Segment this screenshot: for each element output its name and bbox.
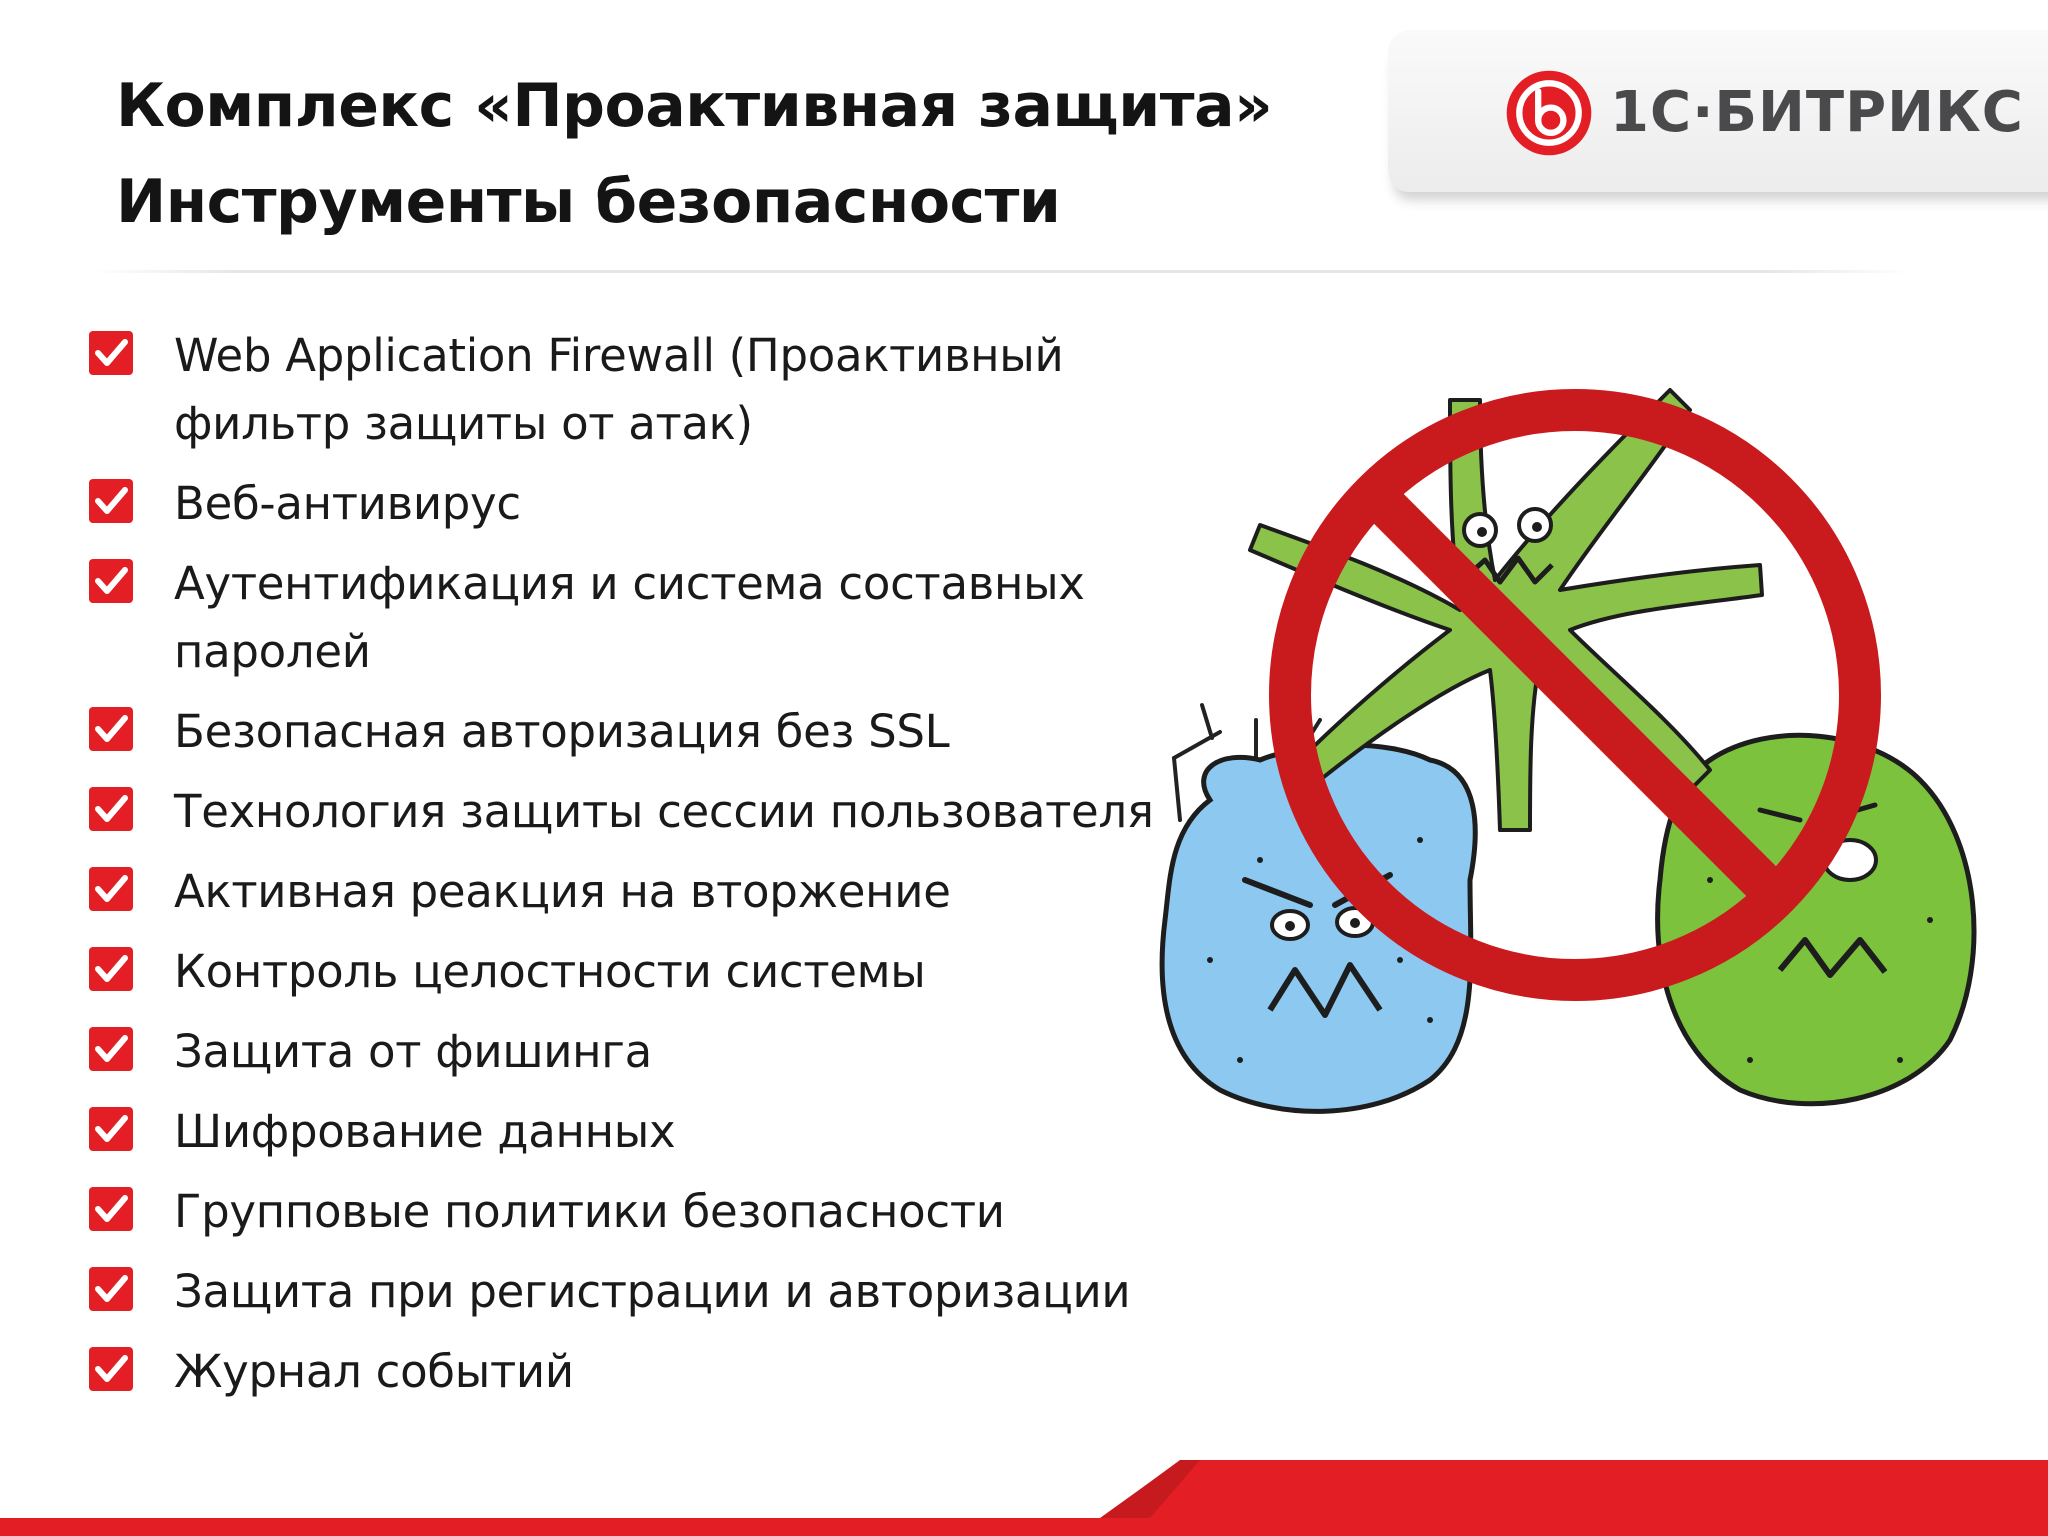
feature-label: Безопасная авторизация без SSL (174, 705, 950, 758)
checkbox-checked-icon (88, 1106, 134, 1152)
feature-label: Защита от фишинга (174, 1025, 652, 1078)
checkbox-checked-icon (88, 706, 134, 752)
checkbox-checked-icon (88, 330, 134, 376)
checkbox-checked-icon (88, 1266, 134, 1312)
bitrix-logo-icon (1504, 68, 1594, 158)
checkbox-checked-icon (88, 786, 134, 832)
feature-label: Групповые политики безопасности (174, 1185, 1005, 1238)
feature-item (88, 858, 1208, 926)
feature-item (88, 1178, 1208, 1246)
footer-band (0, 1460, 2048, 1536)
feature-label: Аутентификация и система составных паролей (174, 557, 1085, 678)
feature-item (88, 698, 1208, 766)
title-line-1: Комплекс «Проактивная защита» (116, 71, 1273, 141)
feature-list (88, 322, 1208, 1418)
feature-item (88, 1018, 1208, 1086)
checkbox-checked-icon (88, 866, 134, 912)
feature-item (88, 1098, 1208, 1166)
feature-item (88, 1338, 1208, 1406)
feature-label: Веб-антивирус (174, 477, 521, 530)
feature-item (88, 550, 1208, 686)
logo-panel (1388, 30, 2048, 192)
green-virus-icon (1658, 735, 1974, 1103)
feature-item (88, 778, 1208, 846)
feature-label: Шифрование данных (174, 1105, 676, 1158)
feature-label: Журнал событий (174, 1345, 574, 1398)
feature-item (88, 470, 1208, 538)
checkbox-checked-icon (88, 478, 134, 524)
checkbox-checked-icon (88, 1026, 134, 1072)
feature-item (88, 322, 1208, 458)
checkbox-checked-icon (88, 558, 134, 604)
feature-item (88, 1258, 1208, 1326)
feature-label: Контроль целостности системы (174, 945, 926, 998)
title-line-2: Инструменты безопасности (116, 167, 1061, 237)
feature-label: Защита при регистрации и авторизации (174, 1265, 1131, 1318)
no-viruses-illustration (1150, 360, 2000, 1120)
feature-label: Web Application Firewall (Проактивный фильтр защиты от атак) (174, 329, 1064, 450)
header-divider (92, 270, 1912, 273)
feature-label: Технология защиты сессии пользователя (174, 785, 1154, 838)
slide-title (116, 58, 1366, 250)
feature-item (88, 938, 1208, 1006)
checkbox-checked-icon (88, 1186, 134, 1232)
checkbox-checked-icon (88, 946, 134, 992)
checkbox-checked-icon (88, 1346, 134, 1392)
logo-text: 1С·БИТРИКС (1610, 80, 2024, 145)
feature-label: Активная реакция на вторжение (174, 865, 951, 918)
